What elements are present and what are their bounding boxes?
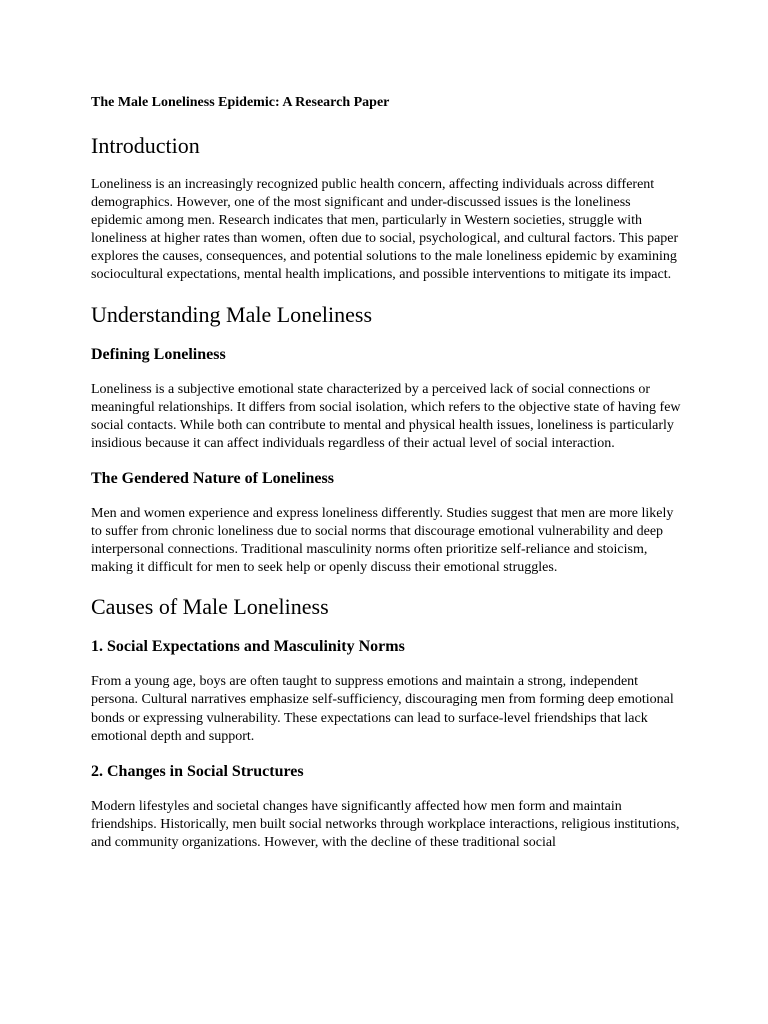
introduction-paragraph: Loneliness is an increasingly recognized public health concern, affecting individuals across different demographics. However, one of the most significant and under-discussed issues is the loneliness epidemic among men. Research indicates that men, particularly in Western societies, struggle with loneliness at higher rates than women, often due to social, psychological, and cultural factors. This paper explores the causes, consequences, and potential solutions to the male loneliness epidemic by examining sociocultural expectations, mental health implications, and possible interventions to mitigate its impact. [91,177,679,283]
defining-loneliness-paragraph: Loneliness is a subjective emotional state characterized by a perceived lack of social connections or meaningful relationships. It differs from social isolation, which refers to the objective state of having few social contacts. While both can contribute to mental and physical health issues, loneliness is particularly insidious because it can affect individuals regardless of their actual level of social interaction. [91,381,681,451]
subheading-defining-loneliness: Defining Loneliness [91,345,226,363]
subheading-social-structures: 2. Changes in Social Structures [91,762,304,780]
section-heading-introduction: Introduction [91,133,200,158]
subheading-gendered-nature: The Gendered Nature of Loneliness [91,469,334,487]
subheading-social-expectations: 1. Social Expectations and Masculinity Norms [91,638,405,656]
gendered-nature-paragraph: Men and women experience and express loneliness differently. Studies suggest that men are more likely to suffer from chronic loneliness due to social norms that discourage emotional vulnerability and deep interpersonal connections. Traditional masculinity norms often prioritize self-reliance and stoicism, making it difficult for men to seek help or openly discuss their emotional struggles. [91,505,674,576]
document-page [91,94,683,868]
section-heading-understanding: Understanding Male Loneliness [91,301,373,327]
social-expectations-paragraph: From a young age, boys are often taught to suppress emotions and maintain a strong, independent persona. Cultural narratives emphasize self-sufficiency, discouraging men from forming deep emotional bonds or expressing vulnerability. These expectations can lead to surface-level friendships that lack emotional depth and support. [91,674,674,744]
document-title: The Male Loneliness Epidemic: A Research Paper [91,95,390,110]
social-structures-paragraph: Modern lifestyles and societal changes have significantly affected how men form and maintain friendships. Historically, men built social networks through workplace interactions, religious institutions, and community organizations. However, with the decline of these traditional social [91,798,680,850]
section-heading-causes: Causes of Male Loneliness [91,594,329,620]
